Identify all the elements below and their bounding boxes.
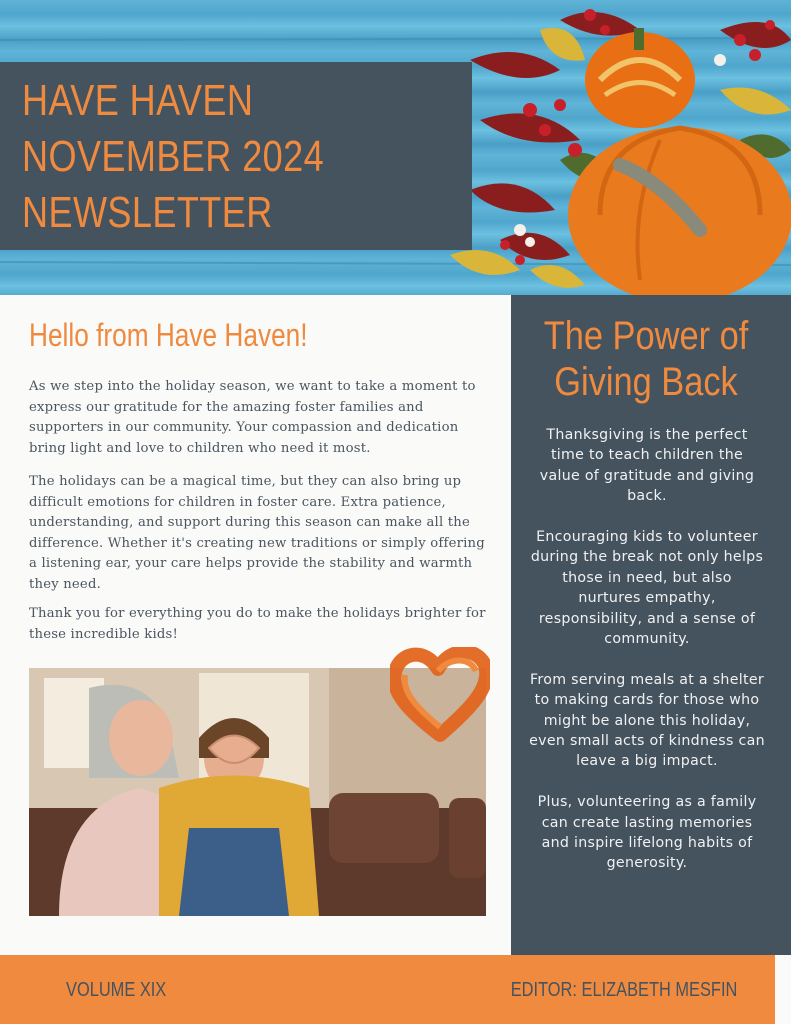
sidebar-body (529, 425, 765, 894)
sidebar-paragraph-2: Encouraging kids to volunteer during the break not only helps those in need, but also nurtures empathy, responsibility, and a sense of community. (530, 529, 764, 648)
footer-bar (0, 955, 775, 1024)
sidebar-paragraph-4: Plus, volunteering as a family can create lasting memories and inspire lifelong habits of generosity. (537, 794, 757, 872)
giving-back-sidebar (511, 295, 791, 955)
title-line-1: HAVE HAVEN (22, 76, 254, 125)
intro-column (0, 295, 511, 955)
intro-heading: Hello from Have Haven! (29, 317, 308, 353)
header-banner (0, 0, 791, 295)
title-line-3: NEWSLETTER (22, 188, 273, 237)
sidebar-title: The Power of Giving Back (543, 314, 749, 404)
footer-edge (775, 955, 791, 1024)
editor-label: EDITOR: ELIZABETH MESFIN (510, 979, 737, 1001)
sidebar-paragraph-3: From serving meals at a shelter to making cards for those who might be alone this holiday, even small acts of kindness can leave a big impact. (529, 671, 765, 770)
sidebar-paragraph-1: Thanksgiving is the perfect time to teach children the value of gratitude and giving back. (539, 427, 755, 505)
intro-paragraph-2: The holidays can be a magical time, but they can also bring up difficult emotions for children in foster care. Extra patience, understanding, and support during this season can make all the difference. Whether it's creating new traditions or simply offering a listening ear, your care helps provide the stability and warmth they need. (29, 474, 485, 592)
heart-icon (390, 647, 490, 742)
intro-paragraph-3: Thank you for everything you do to make the holidays brighter for these incredible kids! (29, 606, 486, 642)
newsletter-title-box (0, 62, 472, 250)
title-line-2: NOVEMBER 2024 (22, 132, 325, 181)
intro-paragraph-1: As we step into the holiday season, we want to take a moment to express our gratitude for the amazing foster families and supporters in our community. Your compassion and dedication bring light and love to children who need it most. (29, 379, 476, 456)
volume-label: VOLUME XIX (66, 979, 167, 1001)
